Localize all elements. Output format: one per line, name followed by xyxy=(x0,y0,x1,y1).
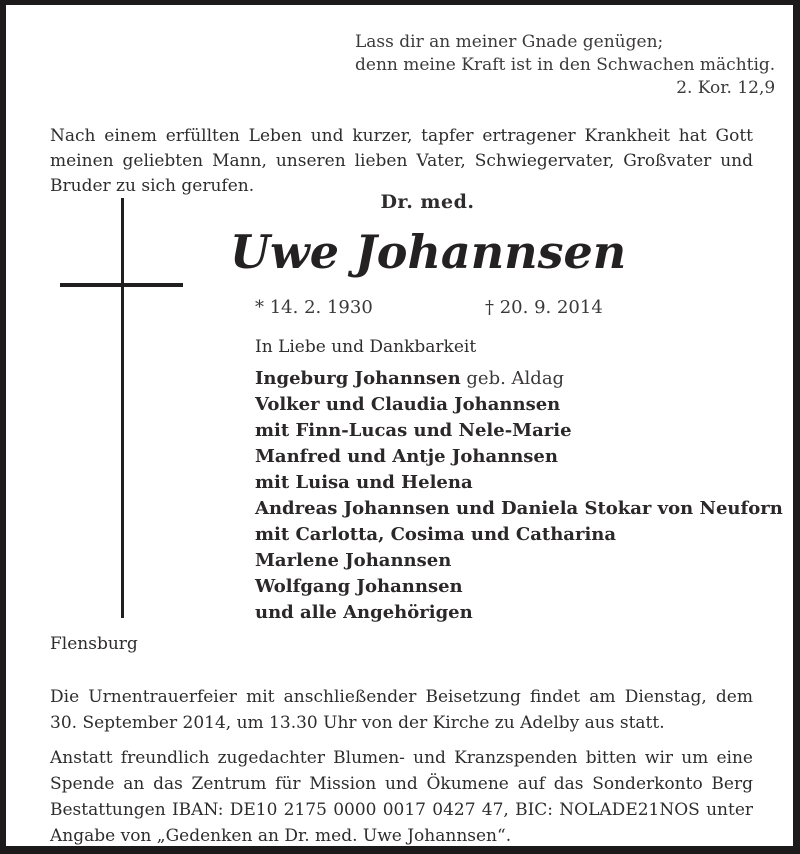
mourner-line: Manfred und Antje Johannsen xyxy=(255,446,558,467)
mourner-line: mit Luisa und Helena xyxy=(255,472,473,493)
maiden-name: geb. Aldag xyxy=(460,368,565,389)
mourner-line: und alle Angehörigen xyxy=(255,602,473,623)
intro-paragraph: Nach einem erfüllten Leben und kurzer, tapfer ertragener Krankheit hat Gott meinen geliebten Mann, unseren lieben Vater, Schwiegervater, Großvater und Bruder zu sich gerufen. xyxy=(50,126,753,196)
mourning-lead: In Liebe und Dankbarkeit xyxy=(255,337,477,357)
mourners-list xyxy=(255,366,783,626)
mourner-line: Andreas Johannsen und Daniela Stokar von Neuforn xyxy=(255,498,783,519)
donation-paragraph: Anstatt freundlich zugedachter Blumen- und Kranzspenden bitten wir um eine Spende an das Zentrum für Mission und Ökumene auf das Sonderkonto Berg Bestattungen IBAN: DE10 2175 0000 0017 0427 47, BIC: NOLADE21NOS unter Angabe von „Gedenken an Dr. med. Uwe Johannsen“. xyxy=(50,748,753,846)
deceased-name: Uwe Johannsen xyxy=(230,225,627,279)
quote-line: Lass dir an meiner Gnade genügen; xyxy=(355,32,664,52)
quote-source: 2. Kor. 12,9 xyxy=(676,78,776,98)
place-name: Flensburg xyxy=(50,634,138,654)
memorial-cross-icon xyxy=(121,198,124,618)
mourner-line: mit Finn-Lucas und Nele-Marie xyxy=(255,420,572,441)
memorial-cross-icon-bar xyxy=(60,283,183,287)
deceased-academic-title: Dr. med. xyxy=(380,191,475,213)
birth-date: * 14. 2. 1930 xyxy=(255,297,373,318)
death-date: † 20. 9. 2014 xyxy=(485,297,603,318)
scripture-quote xyxy=(355,31,775,100)
quote-line: denn meine Kraft ist in den Schwachen mächtig. xyxy=(355,55,776,75)
mourner-line: Marlene Johannsen xyxy=(255,550,452,571)
mourner-line: Volker und Claudia Johannsen xyxy=(255,394,561,415)
mourner-line: Ingeburg Johannsen geb. Aldag xyxy=(255,368,565,389)
mourner-line: Wolfgang Johannsen xyxy=(255,576,463,597)
ceremony-paragraph: Die Urnentrauerfeier mit anschließender Beisetzung findet am Dienstag, dem 30. September 2014, um 13.30 Uhr von der Kirche zu Adelby aus statt. xyxy=(50,687,753,733)
mourner-line: mit Carlotta, Cosima und Catharina xyxy=(255,524,617,545)
